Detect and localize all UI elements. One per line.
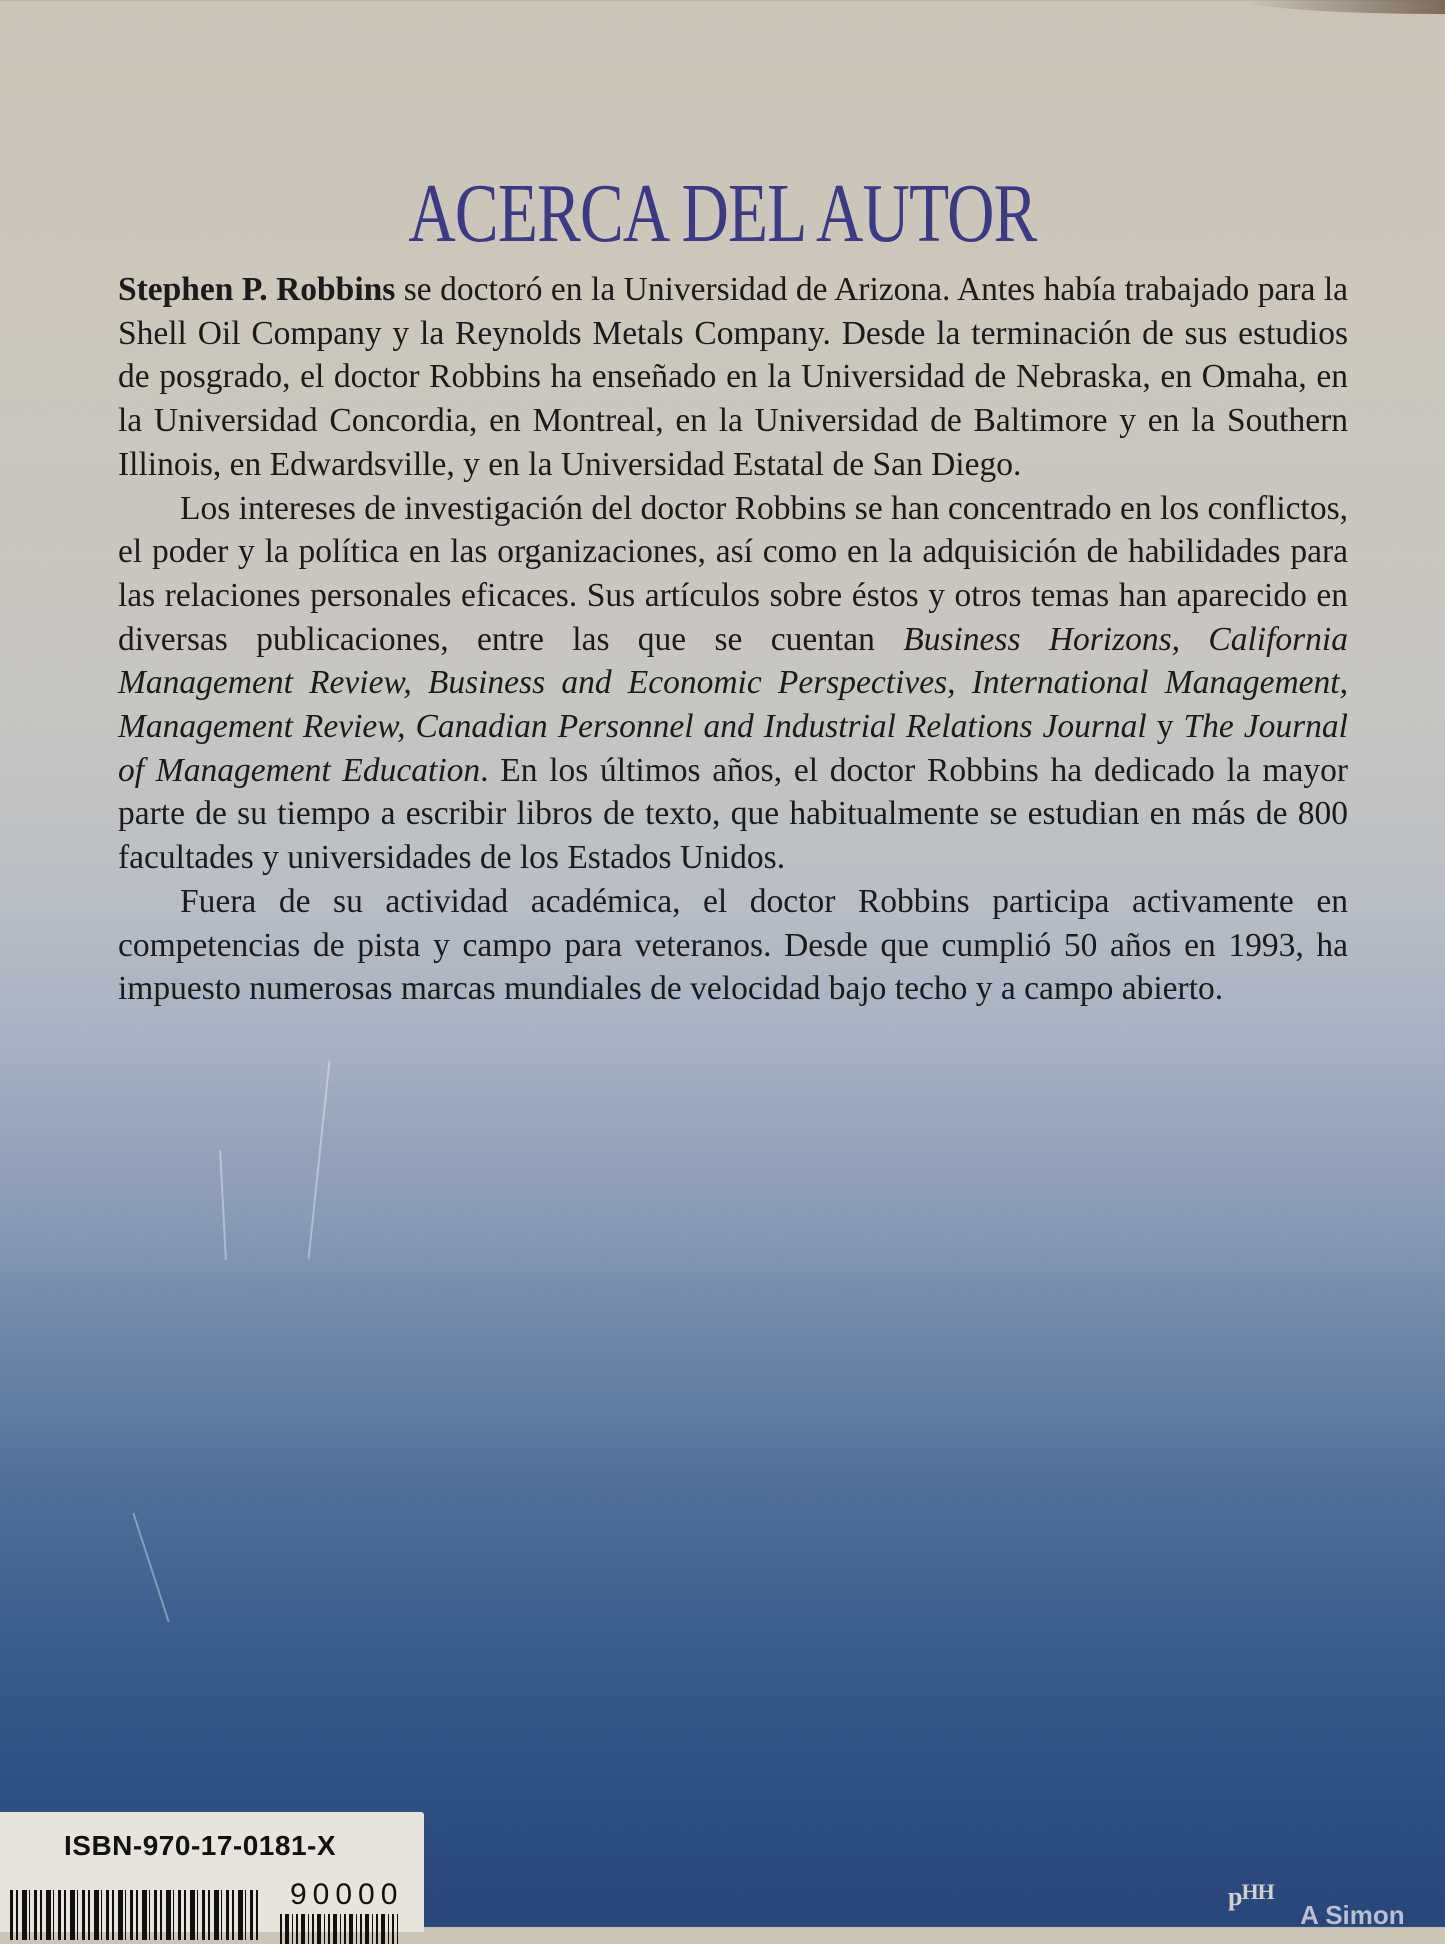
paper-crease — [132, 1513, 169, 1623]
paragraph-text: . En los últimos años, el doctor Robbins ha dedicado la mayor parte de su tiempo a escribir libros de texto, que habitualmente se estudian en más de 800 facultades y universidades de los Estados Unidos. — [118, 751, 1349, 877]
logo-letters: HH — [1241, 1879, 1274, 1904]
paragraph-text: se doctoró en la Universidad de Arizona. Antes había trabajado para la Shell Oil Company y la Reynolds Metals Company. Desde la terminación de sus estudios de posgrado, el doctor Robbins ha enseñado en la Universidad de Nebraska, en Omaha, en la Universidad Concordia, en Montreal, en la Universidad de Baltimore y en la Southern Illinois, en Edwardsville, y en la Universidad Estatal de San Diego. — [118, 271, 1348, 483]
author-bio — [118, 268, 1348, 1011]
page-title: ACERCA DEL AUTOR — [408, 167, 1037, 260]
conjunction: y — [1146, 708, 1184, 746]
addon-barcode-icon — [280, 1914, 398, 1944]
isbn-barcode-sticker — [0, 1812, 424, 1932]
journal-list: Business Horizons, California Management Review, Business and Economic Perspectives, International Management, Management Review, Canadian Personnel and Industrial Relations Journal — [118, 620, 1348, 746]
publisher-tagline: A Simon — [1300, 1900, 1405, 1930]
paper-crease — [308, 1060, 331, 1259]
paper-crease — [219, 1150, 227, 1260]
price-code: 90000 — [290, 1878, 404, 1911]
paragraph-text: Los intereses de investigación del doctor Robbins se han concentrado en los conflictos, el poder y la política en las organizaciones, así como en la adquisición de habilidades para las relaciones personales eficaces. Sus artículos sobre éstos y otros temas han aparecido en diversas publicaciones, entre las que se cuentan — [118, 489, 1348, 658]
barcode-icon — [10, 1890, 258, 1940]
bio-paragraph-education — [118, 268, 1348, 487]
publisher-imprint — [1228, 1879, 1405, 1931]
isbn-label: ISBN-970-17-0181-X — [64, 1830, 337, 1861]
publisher-logo-icon — [1228, 1879, 1274, 1912]
bio-paragraph-athletics — [118, 880, 1348, 1011]
logo-letter: p — [1228, 1882, 1242, 1911]
journal-title: The Journal of Management Education — [118, 708, 1348, 789]
author-name: Stephen P. Robbins — [118, 271, 396, 308]
page-corner-shadow — [1245, 0, 1445, 14]
bio-paragraph-research — [118, 487, 1348, 880]
paragraph-text: Fuera de su actividad académica, el doctor Robbins participa activamente en competencias de pista y campo para veteranos. Desde que cumplió 50 años en 1993, ha impuesto numerosas marcas mundiales de velocidad bajo techo y a campo abierto. — [118, 882, 1348, 1008]
